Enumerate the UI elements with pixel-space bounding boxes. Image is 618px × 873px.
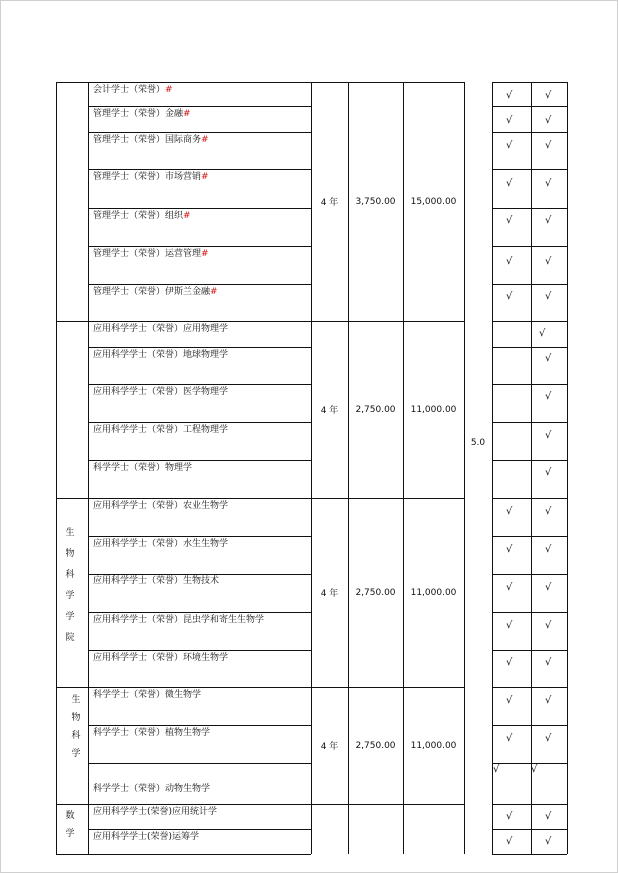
check-row-rule — [492, 460, 567, 461]
duration-cell: 4 年 — [320, 406, 339, 416]
program-name — [93, 249, 209, 260]
program-name-text: 应用科学学士（荣誉）地球物理学 — [93, 350, 229, 360]
check-mark: √ — [545, 90, 552, 101]
fee-total-cell: 11,000.00 — [410, 740, 457, 751]
program-name — [93, 350, 228, 361]
check-mark: √ — [506, 582, 513, 593]
check-mark: √ — [506, 256, 513, 267]
check-mark: √ — [493, 764, 500, 775]
program-note-mark: # — [201, 249, 209, 259]
check-mark: √ — [506, 115, 513, 126]
check-row-rule — [492, 854, 567, 855]
program-name — [93, 463, 192, 474]
duration-cell: 4 年 — [320, 742, 339, 752]
fee-total-cell: 15,000.00 — [410, 196, 457, 207]
check-mark: √ — [545, 695, 552, 706]
program-name — [93, 85, 173, 96]
check-mark: √ — [506, 178, 513, 189]
check-mark: √ — [545, 215, 552, 226]
check-mark: √ — [506, 620, 513, 631]
program-note-mark: # — [183, 211, 191, 221]
check-row-rule — [492, 422, 567, 423]
check-mark: √ — [545, 620, 552, 631]
program-name-text: 应用科学学士（荣誉）环境生物学 — [93, 653, 229, 663]
program-row-rule — [88, 574, 311, 575]
check-mark: √ — [545, 733, 552, 744]
table-bottom-rule — [56, 854, 311, 855]
check-mark: √ — [545, 836, 552, 847]
dept-label: 生物科学学院 — [65, 528, 75, 643]
program-name — [93, 135, 209, 146]
program-row-rule — [88, 460, 311, 461]
check-mark: √ — [506, 506, 513, 517]
program-row-rule — [88, 284, 311, 285]
check-row-rule — [492, 650, 567, 651]
program-note-mark: # — [201, 135, 209, 145]
program-name-text: 科学学士（荣誉）动物生物学 — [93, 784, 211, 794]
program-row-rule — [88, 132, 311, 133]
check-mark: √ — [506, 811, 513, 822]
dept-label: 数学 — [65, 811, 75, 839]
program-name — [93, 387, 228, 398]
check-mark: √ — [545, 178, 552, 189]
check-mark: √ — [506, 90, 513, 101]
check-mark: √ — [506, 291, 513, 302]
program-name-text: 应用科学学士（荣誉）医学物理学 — [93, 387, 229, 397]
program-note-mark: # — [183, 109, 191, 119]
program-name — [93, 539, 228, 550]
program-name — [93, 172, 209, 183]
check-row-rule — [492, 132, 567, 133]
program-row-rule — [88, 763, 311, 764]
program-name — [93, 784, 210, 795]
program-name — [93, 653, 228, 664]
check-a-column-left-rule — [492, 82, 493, 854]
check-row-rule — [492, 536, 567, 537]
check-row-rule — [492, 725, 567, 726]
program-name — [93, 501, 228, 512]
check-mark: √ — [506, 695, 513, 706]
program-name-text: 管理学士（荣誉）运营管理 — [93, 249, 202, 259]
program-row-rule — [88, 106, 311, 107]
program-row-rule — [88, 725, 311, 726]
program-row-rule — [88, 384, 311, 385]
program-name — [93, 576, 219, 587]
program-name-text: 管理学士（荣誉）金融 — [93, 109, 184, 119]
check-row-rule — [492, 804, 567, 805]
program-column-left-rule — [88, 82, 89, 854]
program-name-text: 管理学士（荣誉）市场营销 — [93, 172, 202, 182]
program-name — [93, 807, 217, 818]
fee-year-cell: 2,750.00 — [355, 740, 396, 751]
program-name-text: 应用科学学士(荣誉)应用统计学 — [93, 807, 218, 817]
check-row-rule — [492, 321, 567, 322]
program-name-text: 管理学士（荣誉）国际商务 — [93, 135, 202, 145]
program-row-rule — [88, 650, 311, 651]
program-name — [93, 211, 191, 222]
check-mark: √ — [545, 430, 552, 441]
duration-cell: 4 年 — [320, 589, 339, 599]
program-name — [93, 324, 228, 335]
program-note-mark: # — [201, 172, 209, 182]
program-name-text: 应用科学学士（荣誉）水生生物学 — [93, 539, 229, 549]
program-name — [93, 728, 210, 739]
check-mark: √ — [545, 582, 552, 593]
check-row-rule — [492, 574, 567, 575]
check-mark: √ — [506, 657, 513, 668]
program-row-rule — [88, 829, 311, 830]
check-mark: √ — [545, 140, 552, 151]
program-name — [93, 425, 228, 436]
program-name — [93, 287, 218, 298]
program-name — [93, 109, 191, 120]
check-mark: √ — [539, 328, 546, 339]
program-name-text: 应用科学学士(荣誉)运筹学 — [93, 832, 200, 842]
check-row-rule — [492, 347, 567, 348]
check-mark: √ — [545, 544, 552, 555]
merged-value-cell: 5.0 — [470, 438, 486, 448]
program-note-mark: # — [210, 287, 218, 297]
program-name-text: 科学学士（荣誉）微生物学 — [93, 690, 202, 700]
program-name — [93, 615, 264, 626]
check-row-rule — [492, 169, 567, 170]
check-mark: √ — [545, 506, 552, 517]
program-row-rule — [88, 246, 311, 247]
check-mark: √ — [545, 291, 552, 302]
group-separator — [56, 804, 464, 805]
program-note-mark: # — [165, 85, 173, 95]
fee-year-cell: 2,750.00 — [355, 404, 396, 415]
check-row-rule — [492, 384, 567, 385]
fee-total-cell: 11,000.00 — [410, 404, 457, 415]
program-name-text: 管理学士（荣誉）伊斯兰金融 — [93, 287, 211, 297]
program-name-text: 会计学士（荣誉） — [93, 85, 166, 95]
program-row-rule — [88, 536, 311, 537]
fee-year-cell: 3,750.00 — [355, 196, 396, 207]
check-row-rule — [492, 284, 567, 285]
table-right-rule — [567, 82, 568, 854]
program-name-text: 应用科学学士（荣誉）应用物理学 — [93, 324, 229, 334]
check-row-rule — [492, 763, 567, 764]
check-mark: √ — [506, 140, 513, 151]
check-row-rule — [492, 498, 567, 499]
check-top-rule — [492, 82, 567, 83]
check-mark: √ — [545, 467, 552, 478]
check-mark: √ — [506, 733, 513, 744]
program-row-rule — [88, 169, 311, 170]
check-mark: √ — [545, 115, 552, 126]
program-name-text: 科学学士（荣誉）植物生物学 — [93, 728, 211, 738]
check-row-rule — [492, 829, 567, 830]
program-name-text: 应用科学学士（荣誉）农业生物学 — [93, 501, 229, 511]
check-row-rule — [492, 246, 567, 247]
program-row-rule — [88, 422, 311, 423]
program-name-text: 应用科学学士（荣誉）昆虫学和寄生生物学 — [93, 615, 265, 625]
check-mark: √ — [545, 353, 552, 364]
program-name-text: 科学学士（荣誉）物理学 — [93, 463, 193, 473]
program-name-text: 应用科学学士（荣誉）工程物理学 — [93, 425, 229, 435]
check-row-rule — [492, 208, 567, 209]
check-row-rule — [492, 687, 567, 688]
check-b-column-left-rule — [531, 82, 532, 854]
program-name-text: 管理学士（荣誉）组织 — [93, 211, 184, 221]
program-name — [93, 690, 201, 701]
check-row-rule — [492, 612, 567, 613]
check-mark: √ — [531, 764, 538, 775]
program-name — [93, 832, 199, 843]
dept-column-left-rule — [56, 82, 57, 854]
check-mark: √ — [506, 215, 513, 226]
check-mark: √ — [545, 391, 552, 402]
program-row-rule — [88, 208, 311, 209]
check-mark: √ — [506, 836, 513, 847]
check-mark: √ — [506, 544, 513, 555]
program-row-rule — [88, 612, 311, 613]
check-row-rule — [492, 106, 567, 107]
duration-cell: 4 年 — [320, 198, 339, 208]
program-row-rule — [88, 347, 311, 348]
check-mark: √ — [545, 811, 552, 822]
check-mark: √ — [545, 256, 552, 267]
fee-total-cell: 11,000.00 — [410, 587, 457, 598]
check-mark: √ — [545, 657, 552, 668]
program-name-text: 应用科学学士（荣誉）生物技术 — [93, 576, 220, 586]
dept-label: 生物科学 — [71, 695, 81, 759]
fee-year-cell: 2,750.00 — [355, 587, 396, 598]
